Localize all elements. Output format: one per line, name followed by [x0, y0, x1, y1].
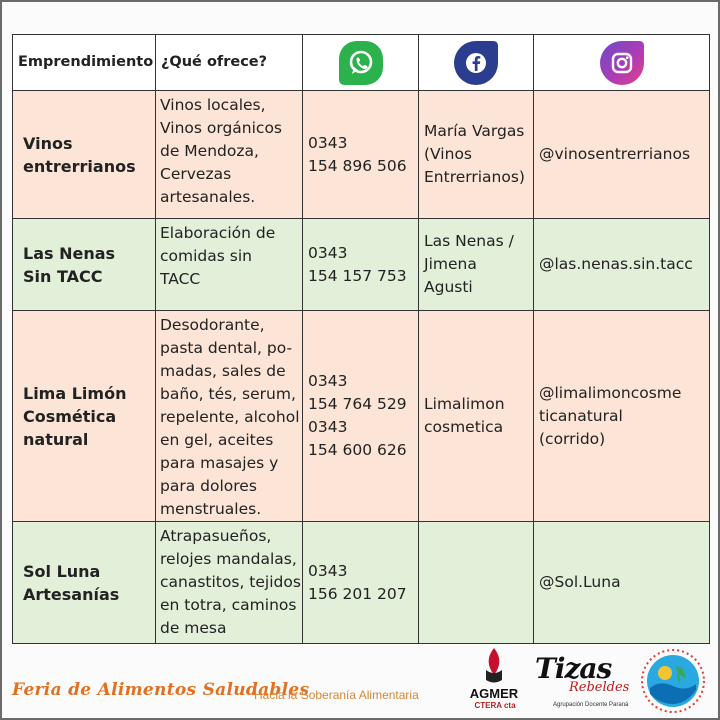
agmer-logo [466, 646, 522, 714]
rebeldes-logo-text: Rebeldes [569, 680, 630, 695]
facebook-cell [419, 522, 534, 644]
whatsapp-cell [303, 91, 419, 219]
business-name-cell [13, 91, 156, 219]
offer-cell-line: Vinos locales, [160, 96, 266, 114]
offer-cell-line: Desodorante, [160, 316, 265, 334]
offer-cell-line: madas, sales de [160, 362, 286, 380]
offer-cell [156, 311, 303, 522]
agmer-logo-subtext: CTERA cta [474, 701, 516, 710]
instagram-cell-line: ticanatural [539, 406, 623, 425]
business-name-cell-line: Las Nenas [23, 243, 116, 263]
offer-cell-line: para masajes y [160, 454, 279, 472]
instagram-cell-line: @las.nenas.sin.tacc [539, 255, 693, 273]
business-name-cell-line: Cosmética [23, 406, 117, 426]
instagram-cell [534, 522, 710, 644]
offer-cell-line: Elaboración de [160, 224, 276, 242]
business-name-cell-line: natural [23, 429, 89, 449]
agmer-logo-text: AGMER [469, 686, 519, 701]
instagram-icon [600, 41, 644, 85]
offer-cell [156, 522, 303, 644]
whatsapp-cell-line: 0343 [308, 243, 348, 262]
header-offer: ¿Qué ofrece? [156, 35, 303, 91]
offer-cell-line: en totra, caminos [160, 596, 297, 614]
offer-cell-line: baño, tés, serum, [160, 385, 296, 403]
whatsapp-cell-line: 154 764 529 [308, 395, 407, 413]
table-row [13, 522, 710, 644]
instagram-cell-line: (corrido) [539, 429, 606, 448]
tizas-rebeldes-logo [533, 646, 628, 716]
table-row [13, 219, 710, 311]
whatsapp-cell [303, 311, 419, 522]
offer-cell-line: menstruales. [160, 500, 262, 518]
instagram-cell [534, 219, 710, 311]
offer-cell-line: TACC [160, 270, 201, 288]
offer-cell-line: comidas sin [160, 247, 252, 265]
business-name-cell-line: Sin TACC [23, 266, 103, 286]
whatsapp-cell-line: 154 600 626 [308, 441, 407, 459]
business-name-cell-line: Lima Limón [23, 383, 127, 403]
offer-cell [156, 219, 303, 311]
whatsapp-icon [339, 41, 383, 85]
header-facebook [419, 35, 534, 91]
facebook-cell [419, 91, 534, 219]
soberania-alimentaria-logo [638, 646, 708, 716]
facebook-cell-line: Entrerrianos) [424, 168, 525, 186]
facebook-cell-line: cosmetica [424, 418, 504, 436]
offer-cell-line: repelente, alcohol [160, 408, 300, 426]
business-name-cell-line: Sol Luna [23, 561, 101, 581]
instagram-cell-line: @Sol.Luna [539, 573, 621, 591]
facebook-cell-line: Jimena [424, 255, 477, 273]
whatsapp-cell-line: 0343 [308, 133, 348, 152]
whatsapp-cell-line: 154 896 506 [308, 156, 407, 175]
offer-cell-line: relojes mandalas, [160, 550, 297, 568]
whatsapp-cell-line: 0343 [308, 418, 348, 436]
header-instagram [534, 35, 710, 91]
offer-cell-line: Atrapasueños, [160, 527, 272, 545]
offer-cell-line: de Mendoza, [160, 142, 259, 160]
offer-cell [156, 91, 303, 219]
whatsapp-cell-line: 0343 [308, 561, 348, 580]
offer-cell-line: de mesa [160, 619, 227, 637]
whatsapp-cell [303, 219, 419, 311]
facebook-cell-line: Agusti [424, 278, 473, 296]
facebook-cell-line: Limalimon [424, 395, 505, 413]
footer-subtitle: Hacia la Soberanía Alimentaria [254, 688, 419, 702]
facebook-cell-line: Las Nenas / [424, 232, 514, 250]
offer-cell-line: en gel, aceites [160, 431, 274, 449]
table-row [13, 311, 710, 522]
header-whatsapp [303, 35, 419, 91]
whatsapp-cell-line: 156 201 207 [308, 584, 407, 603]
business-name-cell-line: Artesanías [23, 584, 120, 604]
instagram-cell [534, 311, 710, 522]
instagram-cell-line: @vinosentrerrianos [539, 145, 691, 163]
header-business: Emprendimiento [13, 35, 156, 91]
facebook-cell [419, 219, 534, 311]
whatsapp-cell-line: 0343 [308, 372, 348, 390]
footer [0, 640, 720, 720]
facebook-cell [419, 311, 534, 522]
offer-cell-line: Vinos orgánicos [160, 119, 283, 137]
whatsapp-cell [303, 522, 419, 644]
business-name-cell [13, 522, 156, 644]
facebook-cell-line: María Vargas [424, 122, 525, 140]
offer-cell-line: Cervezas [160, 165, 232, 183]
offer-cell-line: pasta dental, po- [160, 339, 293, 357]
table-header-row [13, 35, 710, 91]
vendors-table [12, 34, 710, 644]
offer-cell-line: artesanales. [160, 188, 256, 206]
business-name-cell [13, 219, 156, 311]
instagram-cell-line: @limalimoncosme [539, 383, 682, 402]
flame-icon [482, 646, 506, 686]
facebook-cell-line: (Vinos [424, 145, 472, 163]
business-name-cell-line: entrerrianos [23, 156, 136, 176]
offer-cell-line: para dolores [160, 477, 257, 495]
offer-cell-line: canastitos, tejidos [160, 573, 301, 591]
business-name-cell-line: Vinos [23, 133, 73, 153]
footer-title: Feria de Alimentos Saludables [12, 680, 310, 700]
instagram-cell [534, 91, 710, 219]
business-name-cell [13, 311, 156, 522]
table-row [13, 91, 710, 219]
tizas-logo-text: Tizas [535, 652, 612, 685]
facebook-icon [454, 41, 498, 85]
whatsapp-cell-line: 154 157 753 [308, 266, 407, 285]
tizas-logo-tagline: Agrupación Docente Paraná [553, 702, 629, 708]
